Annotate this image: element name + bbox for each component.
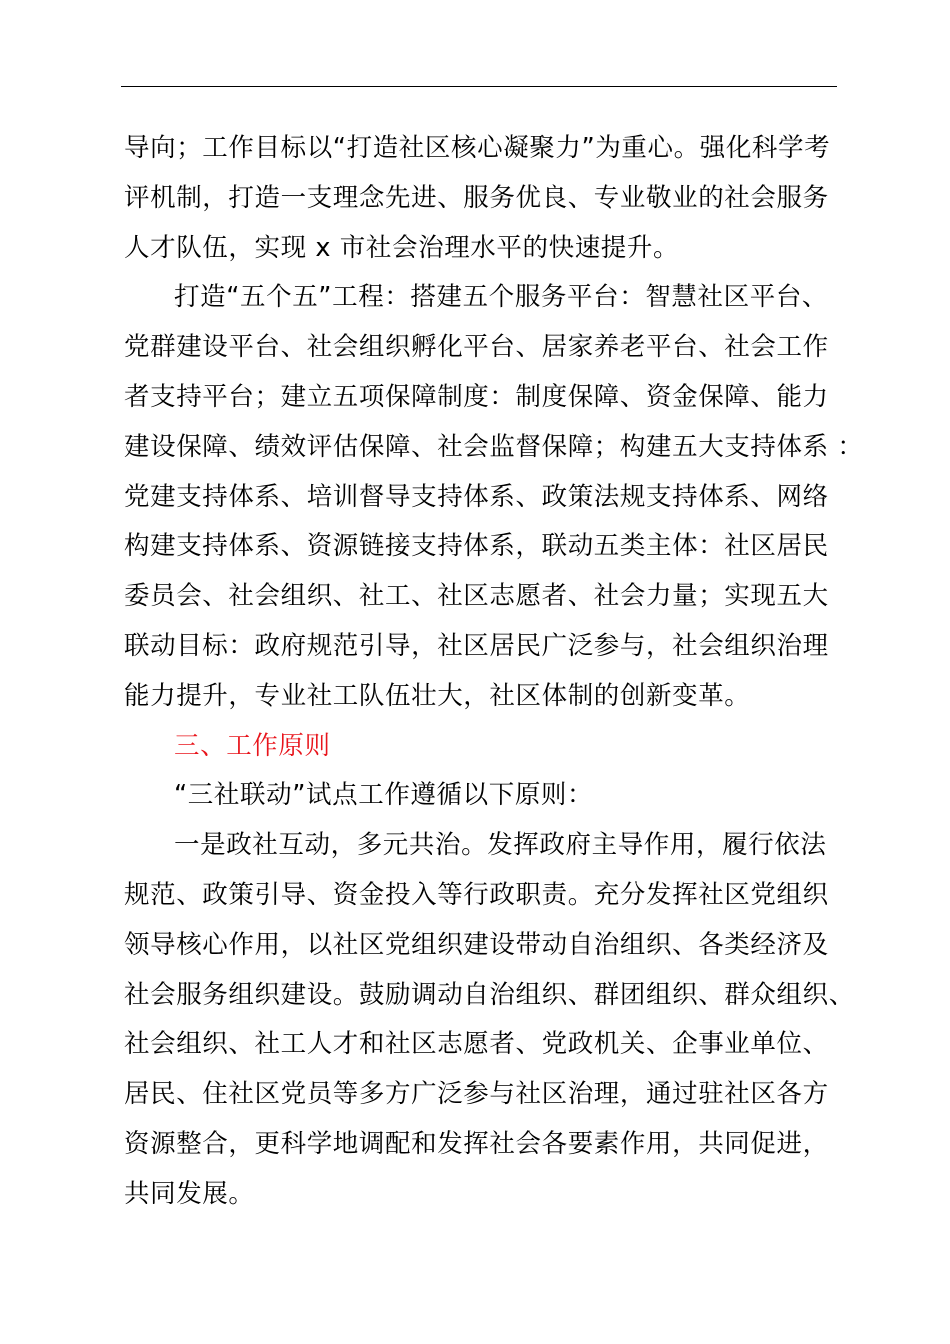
paragraph-line: 联动目标：政府规范引导，社区居民广泛参与，社会组织治理 — [124, 630, 829, 661]
paragraph-line: “三社联动”试点工作遵循以下原则： — [174, 780, 594, 811]
paragraph-line: 居民、住社区党员等多方广泛参与社区治理，通过驻社区各方 — [124, 1079, 829, 1110]
paragraph-line: 建设保障、绩效评估保障、社会监督保障；构建五大支持体系 ： — [124, 431, 864, 462]
paragraph-line: 社会组织、社工人才和社区志愿者、党政机关、企事业单位、 — [124, 1029, 829, 1060]
paragraph-line: 评机制，打造一支理念先进、服务优良、专业敬业的社会服务 — [124, 182, 829, 213]
paragraph-line: 社会服务组织建设。鼓励调动自治组织、群团组织、群众组织、 — [124, 979, 855, 1010]
paragraph-line: 资源整合，更科学地调配和发挥社会各要素作用，共同促进， — [124, 1128, 829, 1159]
paragraph-line: 党群建设平台、社会组织孵化平台、居家养老平台、社会工作 — [124, 332, 829, 363]
paragraph-line: 能力提升，专业社工队伍壮大，社区体制的创新变革。 — [124, 680, 751, 711]
paragraph-line: 打造“五个五”工程：搭建五个服务平台：智慧社区平台、 — [174, 282, 829, 313]
header-rule — [121, 86, 837, 87]
paragraph-line: 共同发展。 — [124, 1178, 255, 1209]
paragraph-line: 者支持平台；建立五项保障制度：制度保障、资金保障、能力 — [124, 381, 829, 412]
paragraph-line: 规范、政策引导、资金投入等行政职责。充分发挥社区党组织 — [124, 879, 829, 910]
paragraph-line: 一是政社互动，多元共治。发挥政府主导作用，履行依法 — [174, 830, 827, 861]
body-text — [124, 128, 864, 1224]
paragraph-line: 导向；工作目标以“打造社区核心凝聚力”为重心。强化科学考 — [124, 133, 831, 163]
section-heading: 三、工作原则 — [174, 730, 331, 761]
paragraph-line: 党建支持体系、培训督导支持体系、政策法规支持体系、网络 — [124, 481, 829, 512]
paragraph-line: 构建支持体系、资源链接支持体系，联动五类主体：社区居民 — [124, 531, 829, 562]
paragraph-line: 委员会、社会组织、社工、社区志愿者、社会力量；实现五大 — [124, 581, 829, 612]
paragraph-line: 人才队伍，实现 x 市社会治理水平的快速提升。 — [124, 232, 680, 263]
paragraph-line: 领导核心作用，以社区党组织建设带动自治组织、各类经济及 — [124, 929, 829, 960]
